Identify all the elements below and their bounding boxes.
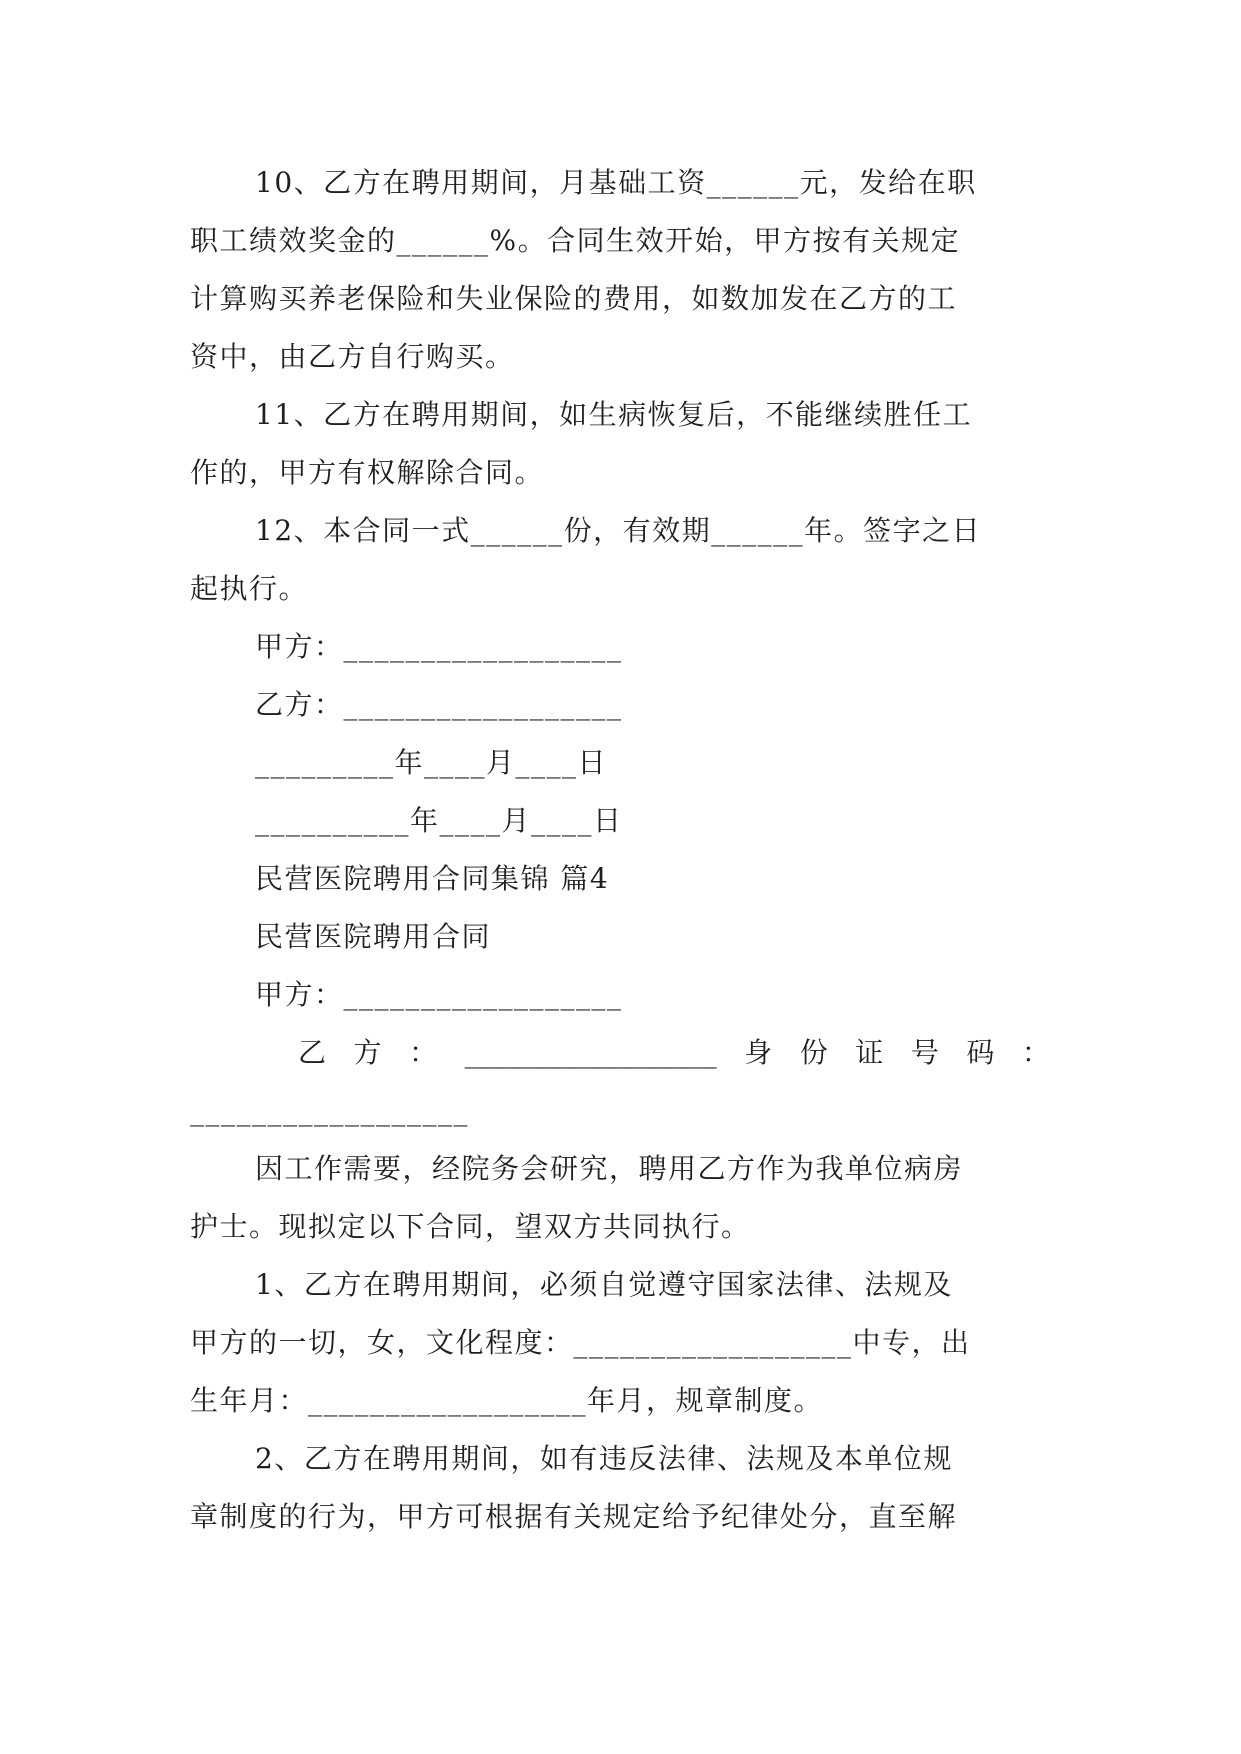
spread-char: 份 — [799, 1036, 828, 1069]
intro-line-1: 因工作需要，经院务会研究，聘用乙方作为我单位病房 — [255, 1152, 964, 1185]
clause-1-line-3: 生年月：__________________年月，规章制度。 — [190, 1384, 824, 1417]
party-a-line: 甲方：__________________ — [255, 978, 623, 1011]
clause-1-line-2: 甲方的一切，女，文化程度：__________________中专，出 — [190, 1326, 971, 1359]
paragraph-12-line-1: 12、本合同一式______份，有效期______年。签字之日 — [255, 514, 982, 547]
contract-title: 民营医院聘用合同 — [255, 920, 492, 953]
spread-char: ： — [409, 1036, 438, 1069]
section-heading: 民营医院聘用合同集锦 篇4 — [255, 862, 610, 895]
date-line-1: _________年____月____日 — [255, 746, 608, 779]
paragraph-10-line-4: 资中，由乙方自行购买。 — [190, 340, 515, 373]
paragraph-12-line-2: 起执行。 — [190, 572, 309, 605]
paragraph-11-line-1: 11、乙方在聘用期间，如生病恢复后，不能继续胜任工 — [255, 398, 973, 431]
clause-2-line-2: 章制度的行为，甲方可根据有关规定给予纪律处分，直至解 — [190, 1500, 958, 1533]
spread-char: 身 — [744, 1036, 773, 1069]
spread-char: 乙 — [298, 1036, 327, 1069]
party-b-signature-line: 乙方：__________________ — [255, 688, 623, 721]
paragraph-11-line-2: 作的，甲方有权解除合同。 — [190, 456, 545, 489]
spread-char: 号 — [910, 1036, 939, 1069]
spread-blank: __________________ — [464, 1036, 717, 1069]
party-b-id-line — [298, 1033, 1050, 1073]
paragraph-10-line-3: 计算购买养老保险和失业保险的费用，如数加发在乙方的工 — [190, 282, 958, 315]
party-a-signature-line: 甲方：__________________ — [255, 630, 623, 663]
spread-char: 方 — [353, 1036, 382, 1069]
spread-char: 码 — [966, 1036, 995, 1069]
spread-char: ： — [1021, 1036, 1050, 1069]
id-number-blank: __________________ — [190, 1094, 469, 1127]
clause-2-line-1: 2、乙方在聘用期间，如有违反法律、法规及本单位规 — [255, 1442, 953, 1475]
date-line-2: __________年____月____日 — [255, 804, 623, 837]
intro-line-2: 护士。现拟定以下合同，望双方共同执行。 — [190, 1210, 751, 1243]
spread-char: 证 — [855, 1036, 884, 1069]
paragraph-10-line-1: 10、乙方在聘用期间，月基础工资______元，发给在职 — [255, 166, 977, 199]
paragraph-10-line-2: 职工绩效奖金的______%。合同生效开始，甲方按有关规定 — [190, 224, 961, 257]
clause-1-line-1: 1、乙方在聘用期间，必须自觉遵守国家法律、法规及 — [255, 1268, 953, 1301]
